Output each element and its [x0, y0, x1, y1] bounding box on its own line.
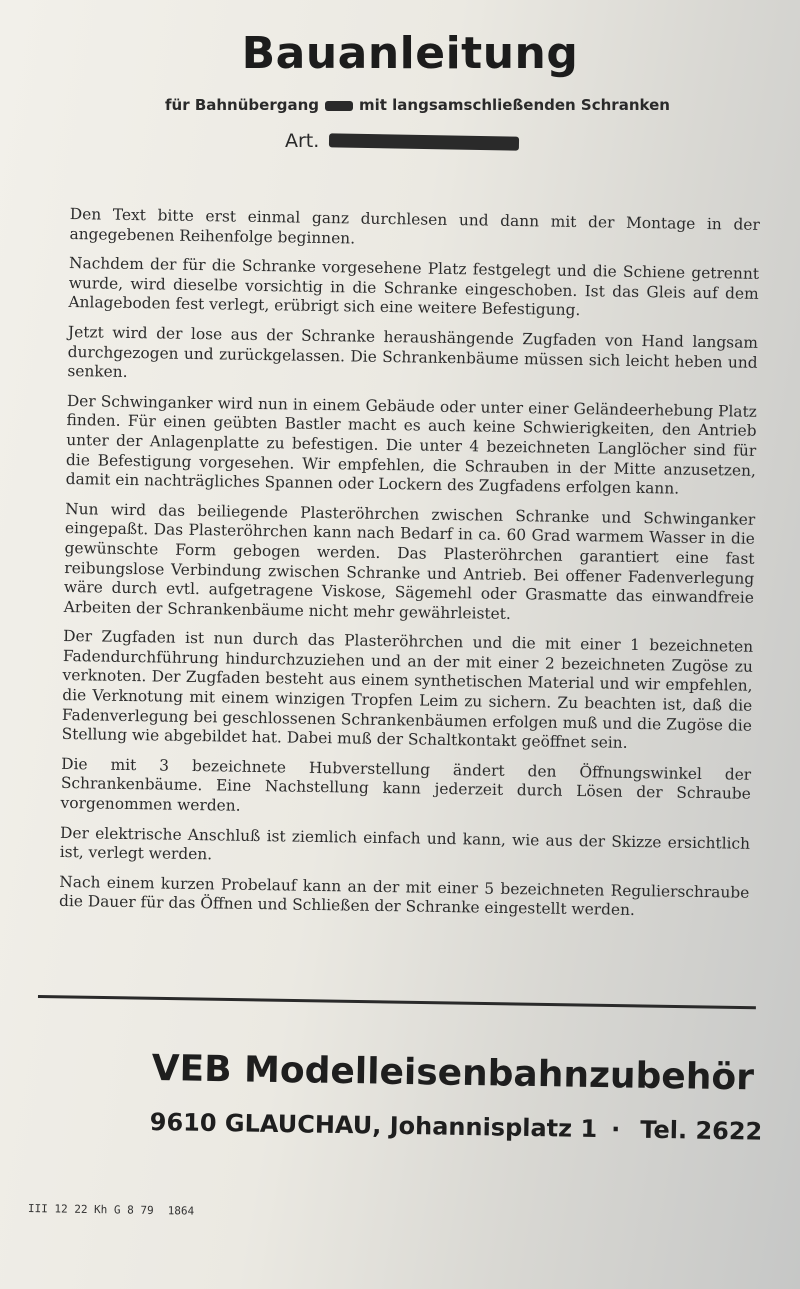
- address-separator: ·: [610, 1115, 621, 1144]
- paragraph-track-insert: Nachdem der für die Schranke vorgesehene Platz festgelegt und die Schiene getrennt wurde, wird dieselbe vorsichtig in die Schranke eingeschoben. Ist das Gleis auf dem Anlageboden fest verlegt, erübrigt sich eine weitere Befestigung.: [68, 254, 760, 320]
- article-number: [285, 130, 519, 152]
- paragraph-swing-armature: Der Schwinganker wird nun in einem Gebäude oder unter einer Geländeerhebung Platz finden. Für einen geübten Bastler macht es auch keine Schwierigkeiten, den Antrieb unter der Anlagenplatte zu befestigen. Die unter 4 bezeichneten Langlöcher sind für die Befestigung vorgesehen. Wir empfehlen, die Schrauben in der Mitte anzusetzen, damit ein nachträgliches Spannen oder Lockern des Zugfadens erfolgen kann.: [65, 391, 757, 498]
- document-subtitle: [165, 96, 670, 114]
- paragraph-electrical: Der elektrische Anschluß ist ziemlich einfach und kann, wie aus der Skizze ersichtlich ist, verlegt werden.: [59, 823, 751, 864]
- print-code-text: III 12 22 Kh G 8 79: [27, 1202, 154, 1217]
- print-number: 1864: [167, 1204, 195, 1218]
- subtitle-part-2: mit langsamschließenden Schranken: [359, 96, 670, 114]
- paragraph-read-first: Den Text bitte erst einmal ganz durchlesen und dann mit der Montage in der angegebenen Reihenfolge beginnen.: [69, 205, 760, 248]
- paragraph-regulating-screw: Nach einem kurzen Probelauf kann an der mit einer 5 bezeichneten Regulierschraube die Dauer für das Öffnen und Schließen der Schranke eingestellt werden.: [58, 872, 750, 920]
- print-code: [28, 1202, 195, 1218]
- document-title: Bauanleitung: [241, 28, 579, 79]
- paragraph-plastic-tube: Nun wird das beiliegende Plasteröhrchen zwischen Schranke und Schwinganker eingepaßt. Das Plasteröhrchen kann nach Bedarf in ca. 60 Grad warmem Wasser in die gewünschte Form gebogen werden. Das Plasteröhrchen garantiert eine fast reibungslose Verbindung zwischen Schranke und Antrieb. Bei offener Fadenverlegung wäre durch evtl. aufgetragene Viskose, Sägemehl oder Grasmatte das einwandfreie Arbeiten der Schrankenbäume nicht mehr gewährleistet.: [63, 499, 756, 623]
- paragraph-thread-routing: Der Zugfaden ist nun durch das Plasteröhrchen und die mit einer 1 bezeichneten Fadendurchführung hindurchzuziehen und an der mit einer 2 bezeichneten Zugöse zu verknoten. Der Zugfaden besteht aus einem synthetischen Material und wir empfehlen, die Verknotung mit einem winzigen Tropfen Leim zu sichern. Zu beachten ist, daß die Fadenverlegung bei geschlossenen Schrankenbäumen erfolgen muß und die Zugöse die Stellung wie abgebildet hat. Dabei muß der Schaltkontakt geöffnet sein.: [61, 627, 754, 753]
- article-label: Art.: [285, 130, 320, 152]
- paragraph-stroke-adjustment: Die mit 3 bezeichnete Hubverstellung ändert den Öffnungswinkel der Schrankenbäume. Eine Nachstellung kann jederzeit durch Lösen der Schraube vorgenommen werden.: [60, 754, 752, 815]
- telephone: Tel. 2622: [640, 1115, 763, 1146]
- footer-divider: [38, 995, 756, 1009]
- address-text: 9610 GLAUCHAU, Johannisplatz 1: [149, 1108, 598, 1144]
- paragraph-pull-thread: Jetzt wird der lose aus der Schranke heraushängende Zugfaden von Hand langsam durchgezogen und zurückgelassen. Die Schrankenbäume müssen sich leicht heben und senken.: [67, 322, 759, 382]
- company-name: VEB Modelleisenbahnzubehör: [151, 1048, 755, 1099]
- article-number-redaction: [329, 133, 519, 150]
- instructions-body: [59, 205, 760, 933]
- company-address: [150, 1108, 763, 1146]
- subtitle-part-1: für Bahnübergang: [165, 96, 319, 114]
- redaction-mark: [325, 101, 353, 111]
